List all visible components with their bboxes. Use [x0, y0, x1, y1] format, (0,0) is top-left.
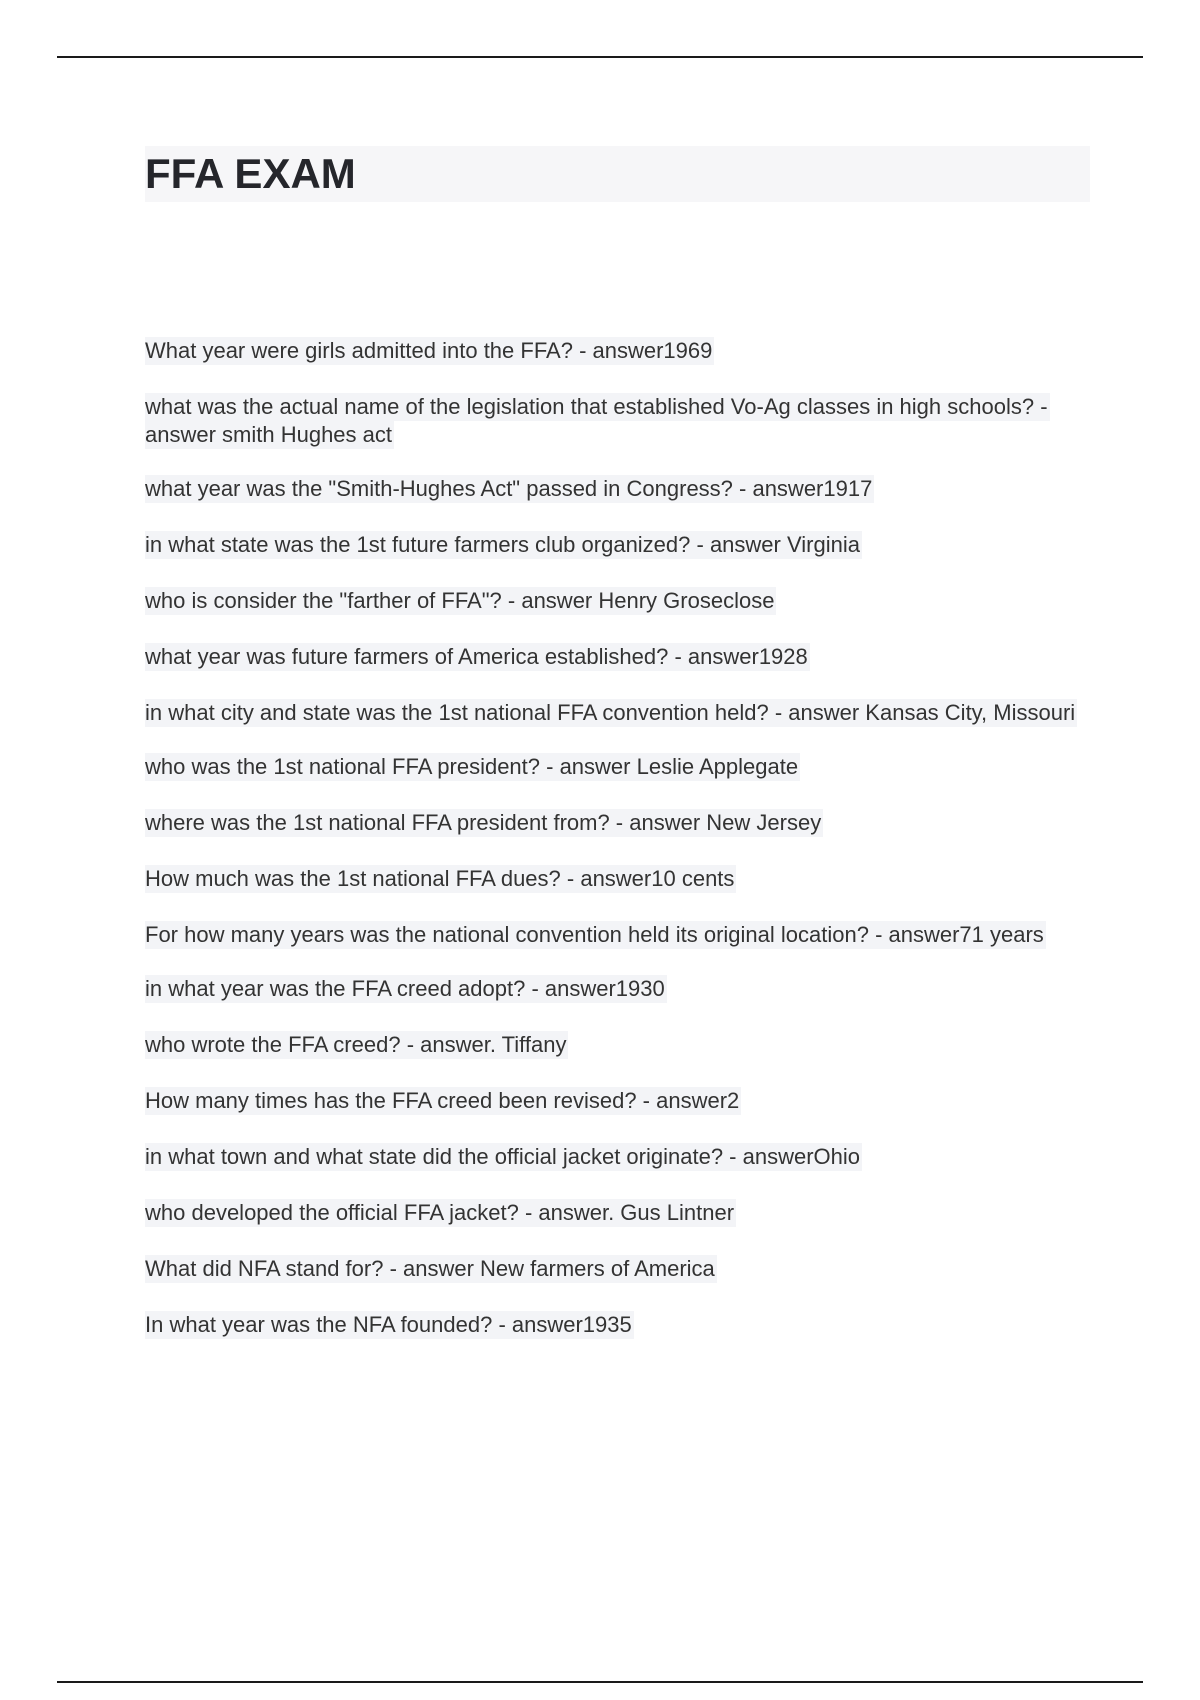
bottom-rule: [57, 1681, 1143, 1683]
page-title: FFA EXAM: [145, 150, 356, 197]
qa-item: What year were girls admitted into the FFA? - answer1969: [145, 338, 713, 363]
qa-item: In what year was the NFA founded? - answer1935: [145, 1312, 632, 1337]
qa-item: who is consider the "farther of FFA"? - answer Henry Groseclose: [145, 588, 775, 613]
qa-item: what year was future farmers of America established? - answer1928: [145, 644, 808, 669]
qa-item: what year was the "Smith-Hughes Act" passed in Congress? - answer1917: [145, 476, 873, 501]
qa-item: in what state was the 1st future farmers club organized? - answer Virginia: [145, 532, 860, 557]
qa-item: where was the 1st national FFA president from? - answer New Jersey: [145, 810, 822, 835]
qa-list: [145, 337, 1090, 1367]
qa-item: How much was the 1st national FFA dues? - answer10 cents: [145, 866, 735, 891]
qa-item: in what year was the FFA creed adopt? - answer1930: [145, 976, 665, 1001]
qa-item: who was the 1st national FFA president? - answer Leslie Applegate: [145, 754, 799, 779]
title-band: [145, 146, 1090, 202]
qa-item: For how many years was the national convention held its original location? - answer71 years: [145, 922, 1044, 947]
qa-item: in what town and what state did the official jacket originate? - answerOhio: [145, 1144, 860, 1169]
top-rule: [57, 56, 1143, 58]
qa-item: who wrote the FFA creed? - answer. Tiffany: [145, 1032, 567, 1057]
qa-item: What did NFA stand for? - answer New farmers of America: [145, 1256, 715, 1281]
qa-item: what was the actual name of the legislation that established Vo-Ag classes in high schools? - answer smith Hughes act: [145, 394, 1048, 447]
qa-item: in what city and state was the 1st national FFA convention held? - answer Kansas City, Missouri: [145, 700, 1076, 725]
qa-item: How many times has the FFA creed been revised? - answer2: [145, 1088, 740, 1113]
qa-item: who developed the official FFA jacket? - answer. Gus Lintner: [145, 1200, 735, 1225]
